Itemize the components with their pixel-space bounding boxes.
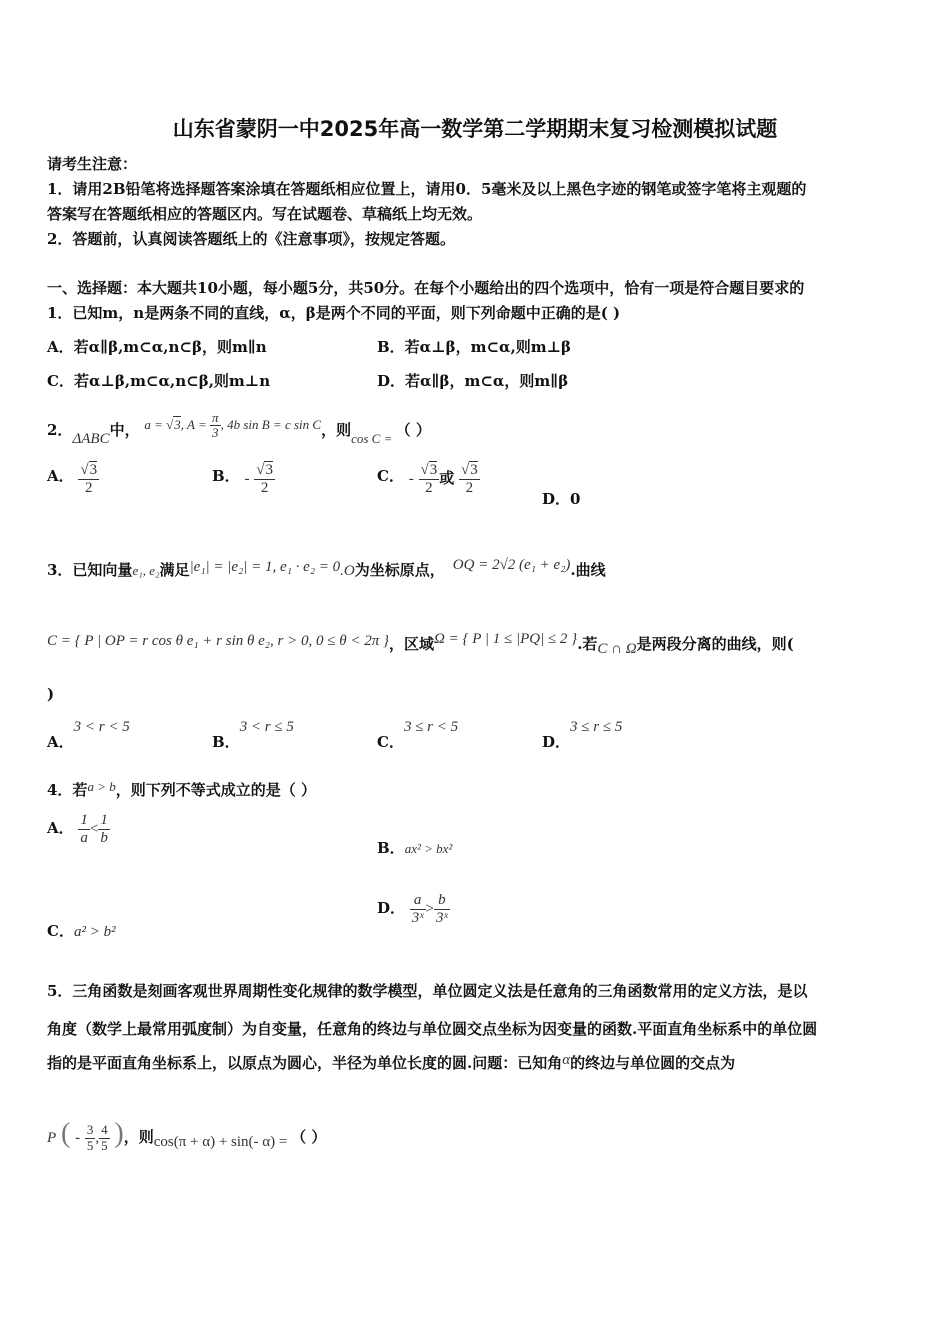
q4-option-b[interactable]: B．ax² > bx² xyxy=(377,839,453,857)
notice-header: 请考生注意： xyxy=(47,155,138,173)
notice-line-1a: 1．请用2B铅笔将选择题答案涂填在答题纸相应位置上，请用0．5毫米及以上黑色字迹的钢笔或签字笔将主观题的 xyxy=(47,180,807,198)
q3-tail: 是两段分离的曲线，则( xyxy=(636,635,794,653)
q2-triangle: ΔABC xyxy=(72,430,110,447)
q3-option-c[interactable]: C．3 ≤ r < 5 xyxy=(377,719,459,751)
q5-line-1: 5．三角函数是刻画客观世界周期性变化规律的数学模型，单位圆定义法是任意角的三角函数常用的定义方法，是以 xyxy=(47,982,808,1000)
q4-tail: ，则下列不等式成立的是（ ） xyxy=(115,781,316,799)
q3-omega: Ω = { P | 1 ≤ |PQ| ≤ 2 } xyxy=(433,631,578,647)
q2-cosC: cos C = xyxy=(351,430,396,446)
q3-intersection: C ∩ Ω xyxy=(597,641,637,657)
q2-stem xyxy=(47,405,431,445)
notice-line-1b: 答案写在答题纸相应的答题区内。写在试题卷、草稿纸上均无效。 xyxy=(47,205,483,223)
q3-curve-definition: C = { P | OP = r cos θ e₁ + r sin θ e₂, r > 0, 0 ≤ θ < 2π } xyxy=(47,633,389,649)
q1-option-a[interactable]: A．若α∥β,m⊂α,n⊂β，则m∥n xyxy=(47,338,267,356)
q4-number: 4．若 xyxy=(47,781,88,799)
q2-option-c[interactable]: C． - $\frac{√3}{2}$ 或 $\frac{√3}{2}$ xyxy=(377,462,478,496)
q3-stem-start: 3．已知向量 xyxy=(47,561,133,579)
q4-stem xyxy=(47,775,316,799)
q2-option-b[interactable]: B． - $\frac{√3}{2}$ xyxy=(212,462,273,496)
section-heading: 一、选择题：本大题共10小题，每小题5分，共50分。在每个小题给出的四个选项中，恰有一项是符合题目要求的 xyxy=(47,279,805,297)
q2-paren: （ ） xyxy=(395,420,431,439)
q5-line-2: 角度（数学上最常用弧度制）为自变量，任意角的终边与单位圆交点坐标为因变量的函数.平面直角坐标系中的单位圆 xyxy=(47,1020,818,1038)
q5-alpha: α xyxy=(562,1052,571,1068)
q5-ze: ，则 xyxy=(123,1128,154,1146)
q2-option-a[interactable]: A． $\frac{√3}{2}$ xyxy=(47,462,98,496)
q1-option-c[interactable]: C．若α⊥β,m⊂α,n⊂β,则m⊥n xyxy=(47,372,271,390)
q3-quyu: ，区域 xyxy=(388,635,434,653)
q2-number: 2． xyxy=(47,420,73,439)
q5-line-3b: 的终边与单位圆的交点为 xyxy=(570,1054,736,1072)
q1-stem: 1．已知m，n是两条不同的直线，α，β是两个不同的平面，则下列命题中正确的是( ) xyxy=(47,304,621,322)
q2-option-d[interactable]: D．0 xyxy=(542,490,581,508)
q3-ruo: .若 xyxy=(577,635,598,653)
q4-condition: a > b xyxy=(87,779,116,794)
page-title: 山东省蒙阴一中2025年高一数学第二学期期末复习检测模拟试题 xyxy=(172,117,778,141)
q1-option-d[interactable]: D．若α∥β，m⊂α，则m∥β xyxy=(377,372,569,390)
q3-close-paren: ) xyxy=(47,685,55,703)
q1-option-b[interactable]: B．若α⊥β，m⊂α,则m⊥β xyxy=(377,338,572,356)
q3-quxian: .曲线 xyxy=(570,561,606,579)
q2-zhong: 中， xyxy=(109,420,140,439)
q3-option-d[interactable]: D．3 ≤ r ≤ 5 xyxy=(542,719,623,751)
q3-option-b[interactable]: B．3 < r ≤ 5 xyxy=(212,719,294,751)
q5-question: P ( - $\frac{3}{5}$ , $\frac{4}{5}$ )，则cos(π + α) + sin(- α) = （ ） xyxy=(47,1118,327,1153)
q3-stem-line2 xyxy=(47,625,794,665)
q4-option-c[interactable]: C．a² > b² xyxy=(47,922,116,940)
q3-manzu: 满足 xyxy=(159,561,190,579)
q5-paren: （ ） xyxy=(291,1128,327,1146)
q4-option-a[interactable]: A． $\frac{1}{a}$ < $\frac{1}{b}$ xyxy=(47,812,108,846)
q3-condition: |e₁| = |e₂| = 1, e₁ · e₂ = 0 xyxy=(189,559,341,575)
q2-ze: ，则 xyxy=(321,420,352,439)
notice-line-2: 2．答题前，认真阅读答题纸上的《注意事项》，按规定答题。 xyxy=(47,230,455,248)
q5-line-3a: 指的是平面直角坐标系上，以原点为圆心，半径为单位长度的圆.问题：已知角 xyxy=(47,1054,563,1072)
q4-option-d[interactable]: D． $\frac{a}{\text{3ˣ}}$ > $\frac{b}{\text{3ˣ}}$ xyxy=(377,892,448,926)
q3-origin: 为坐标原点， xyxy=(354,561,445,579)
q3-vectors: e₁, e₂ xyxy=(132,563,160,578)
q3-stem-line1 xyxy=(47,545,606,585)
q2-condition: a = √3, A = $\frac{\pi}{3}$ , 4b sin B = c sin C xyxy=(144,410,322,441)
q5-line-3 xyxy=(47,1052,735,1073)
q5-expression: cos(π + α) + sin(- α) = xyxy=(153,1134,292,1150)
q5-point-P: P xyxy=(47,1130,57,1146)
q3-O: .O xyxy=(340,563,355,579)
q3-OQ: OQ = 2√2 (e₁ + e₂) xyxy=(452,557,571,573)
q3-option-a[interactable]: A．3 < r < 5 xyxy=(47,719,130,751)
